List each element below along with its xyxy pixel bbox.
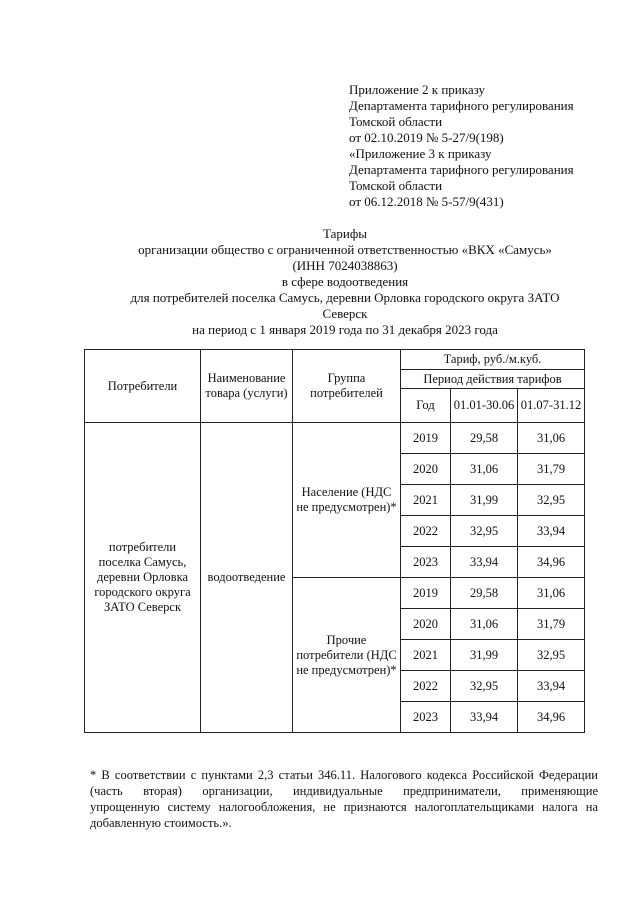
tariff-cell-h2: 33,94 <box>518 516 585 547</box>
header-line: от 02.10.2019 № 5-27/9(198) <box>349 130 504 145</box>
footnote-line: добавленную стоимость.». <box>90 816 232 830</box>
year-cell: 2020 <box>401 609 451 640</box>
table-row <box>85 423 585 454</box>
header-consumers: Потребители <box>85 350 201 423</box>
tariff-cell-h1: 29,58 <box>451 423 518 454</box>
product-cell: водоотведение <box>201 423 293 733</box>
year-cell: 2021 <box>401 640 451 671</box>
tariff-cell-h1: 31,06 <box>451 609 518 640</box>
group-cell-population: Население (НДС не предусмотрен)* <box>293 423 401 578</box>
year-cell: 2021 <box>401 485 451 516</box>
title-line: на период с 1 января 2019 года по 31 декабря 2023 года <box>192 322 498 337</box>
tariff-cell-h2: 33,94 <box>518 671 585 702</box>
tariff-cell-h2: 32,95 <box>518 640 585 671</box>
document-title <box>40 226 640 338</box>
footnote-line: упрощенную систему налогообложения, не признаются налогоплательщиками налога на <box>90 800 598 814</box>
header-line: Томской области <box>349 114 443 129</box>
header-period: Период действия тарифов <box>401 370 585 389</box>
title-line: для потребителей поселка Самусь, деревни Орловка городского округа ЗАТО <box>130 290 560 305</box>
tariff-cell-h1: 31,99 <box>451 640 518 671</box>
tariff-cell-h2: 34,96 <box>518 547 585 578</box>
year-cell: 2019 <box>401 578 451 609</box>
header-product: Наименование товара (услуги) <box>201 350 293 423</box>
header-tariff: Тариф, руб./м.куб. <box>401 350 585 370</box>
year-cell: 2022 <box>401 516 451 547</box>
tariff-cell-h1: 33,94 <box>451 702 518 733</box>
tariff-cell-h1: 32,95 <box>451 671 518 702</box>
tariff-cell-h2: 34,96 <box>518 702 585 733</box>
title-line: организации общество с ограниченной ответственностью «ВКХ «Самусь» <box>138 242 552 257</box>
consumers-cell: потребители поселка Самусь, деревни Орловка городского округа ЗАТО Северск <box>85 423 201 733</box>
title-line: (ИНН 7024038863) <box>292 258 398 273</box>
tariff-cell-h2: 31,06 <box>518 423 585 454</box>
header-year: Год <box>401 389 451 423</box>
header-line: Приложение 2 к приказу <box>349 82 486 97</box>
header-line: Департамента тарифного регулирования <box>349 98 574 113</box>
title-line: в сфере водоотведения <box>281 274 409 289</box>
tariff-cell-h2: 32,95 <box>518 485 585 516</box>
tariff-cell-h1: 31,06 <box>451 454 518 485</box>
vat-footnote <box>90 767 598 831</box>
year-cell: 2023 <box>401 547 451 578</box>
tariff-cell-h2: 31,79 <box>518 454 585 485</box>
footnote-line: * В соответствии с пунктами 2,3 статьи 346.11. Налогового кодекса Российской Федерации <box>90 768 598 782</box>
year-cell: 2020 <box>401 454 451 485</box>
year-cell: 2019 <box>401 423 451 454</box>
footnote-line: (часть вторая) организации, индивидуальные предприниматели, применяющие <box>90 784 598 798</box>
title-line: Тарифы <box>322 226 367 241</box>
tariff-cell-h1: 33,94 <box>451 547 518 578</box>
title-line: Северск <box>322 306 368 321</box>
tariff-cell-h1: 31,99 <box>451 485 518 516</box>
header-line: Томской области <box>349 178 443 193</box>
header-line: «Приложение 3 к приказу <box>349 146 492 161</box>
tariff-cell-h2: 31,06 <box>518 578 585 609</box>
header-group: Группа потребителей <box>293 350 401 423</box>
order-appendix-header <box>349 82 629 210</box>
header-half-1: 01.01-30.06 <box>451 389 518 423</box>
year-cell: 2023 <box>401 702 451 733</box>
header-line: Департамента тарифного регулирования <box>349 162 574 177</box>
group-cell-other: Прочие потребители (НДС не предусмотрен)* <box>293 578 401 733</box>
tariff-cell-h2: 31,79 <box>518 609 585 640</box>
header-line: от 06.12.2018 № 5-57/9(431) <box>349 194 504 209</box>
header-half-2: 01.07-31.12 <box>518 389 585 423</box>
year-cell: 2022 <box>401 671 451 702</box>
tariff-cell-h1: 29,58 <box>451 578 518 609</box>
tariff-table <box>84 349 585 733</box>
tariff-cell-h1: 32,95 <box>451 516 518 547</box>
